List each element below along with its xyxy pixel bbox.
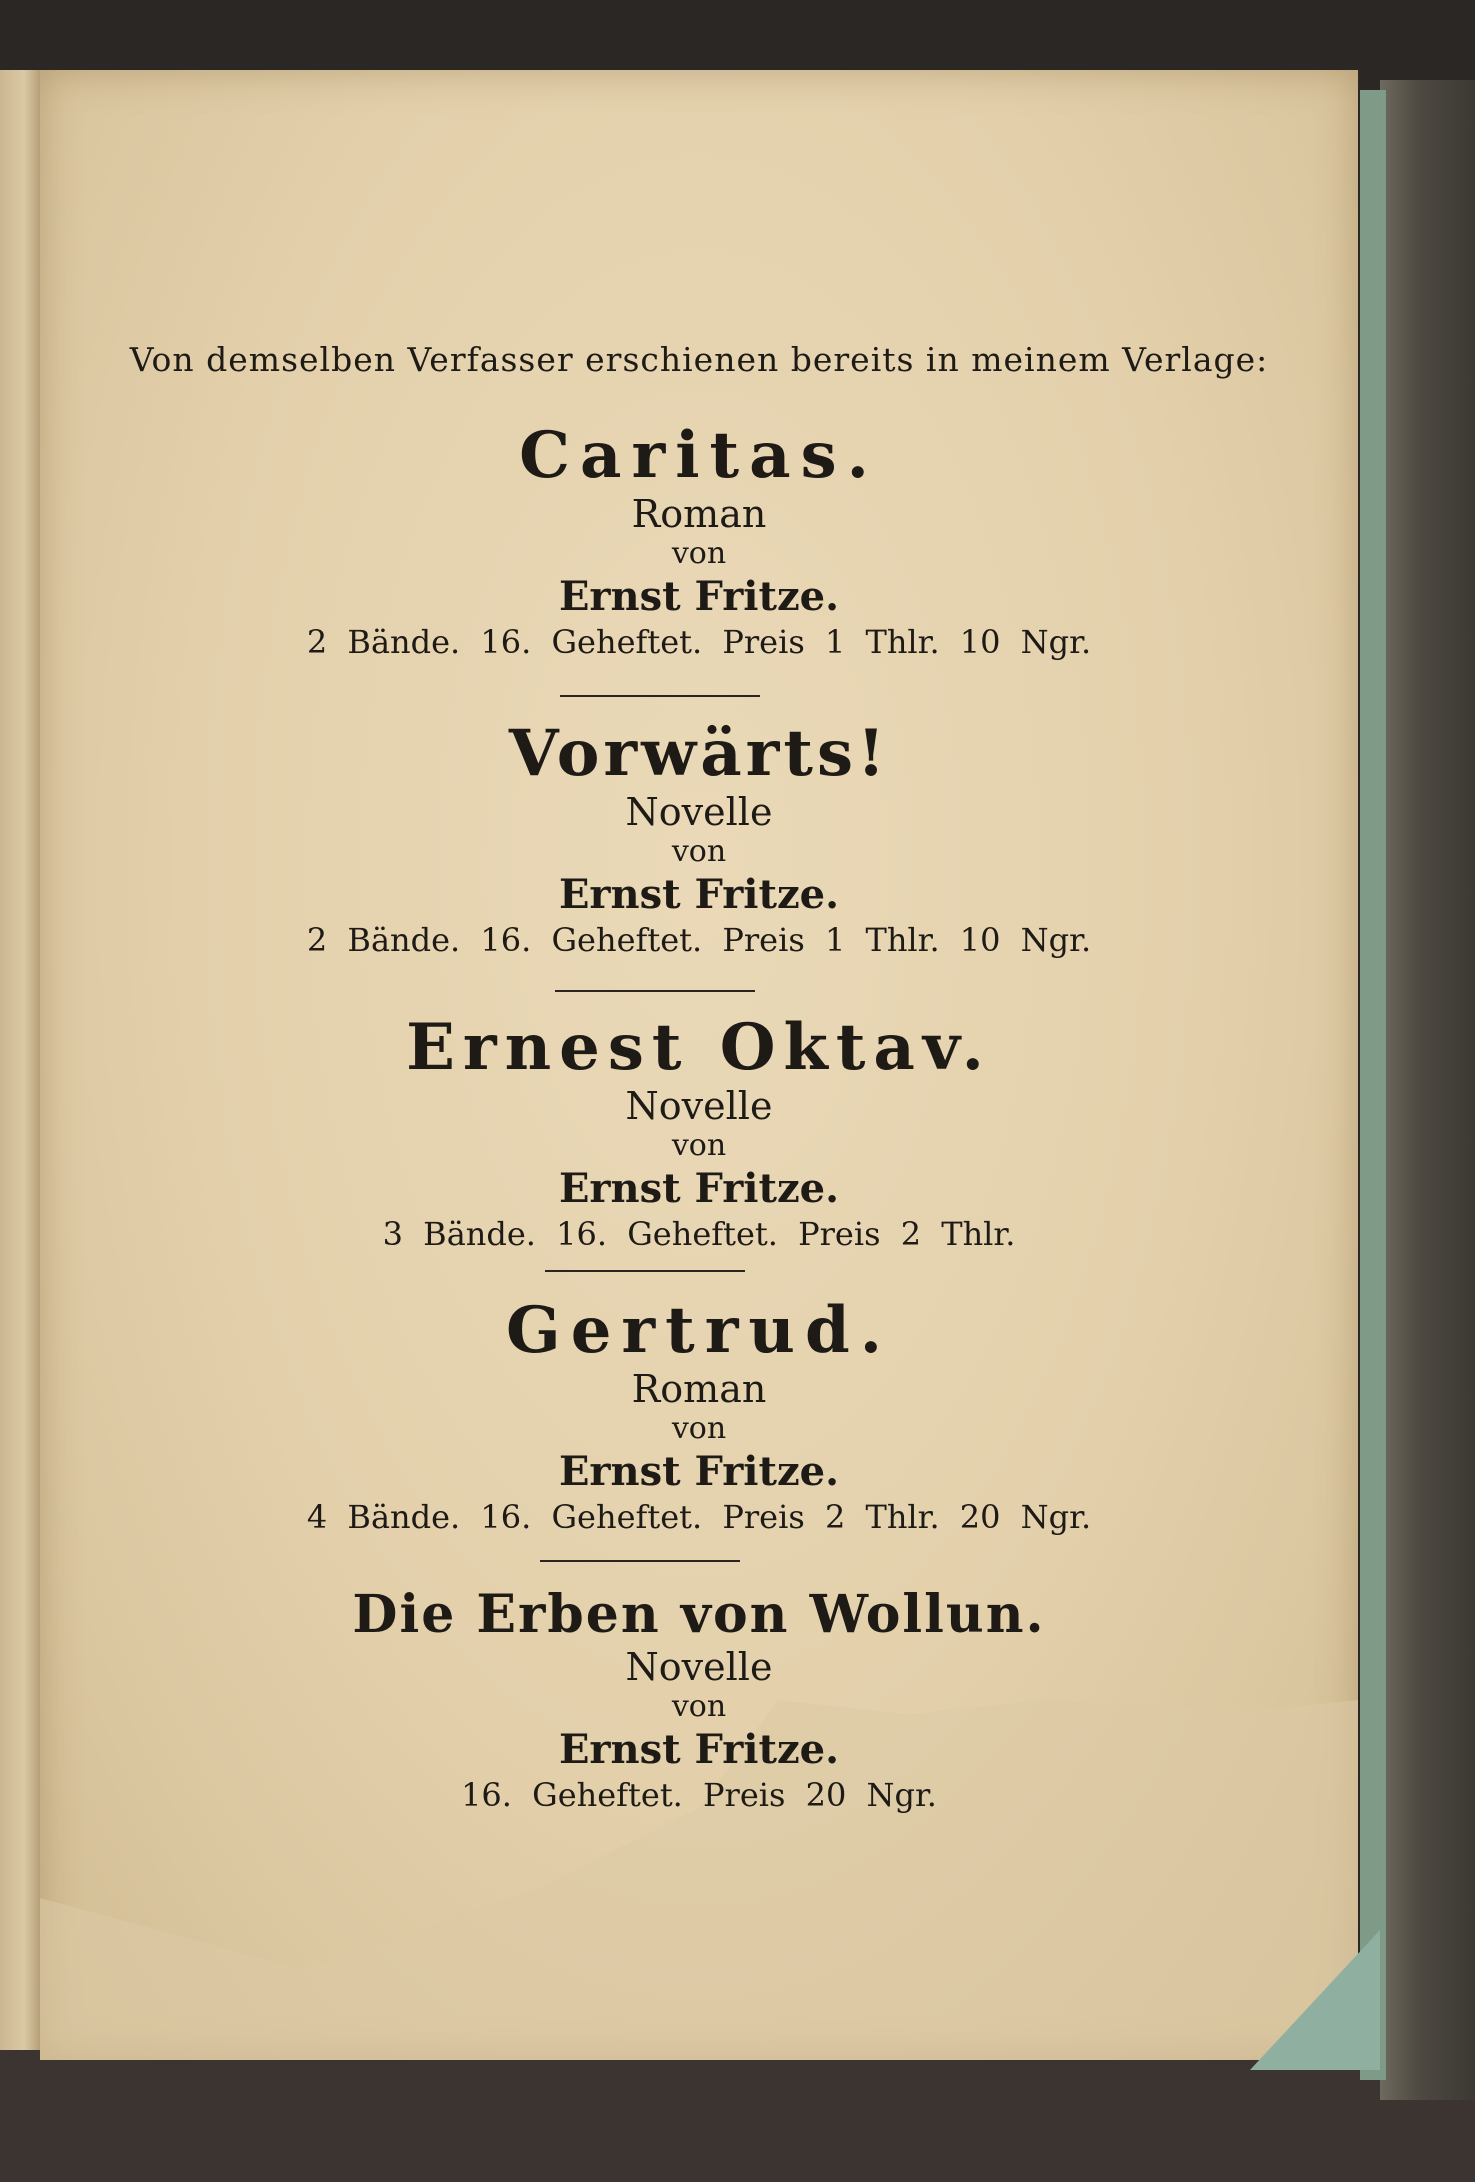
book-entry-die-erben-von-wollun [40,1585,1358,1815]
book-author: Ernst Fritze. [558,1726,840,1773]
book-genre: Novelle [625,1645,773,1689]
book-von: von [671,1128,727,1163]
book-details: 2 Bände. 16. Geheftet. Preis 1 Thlr. 10 Ngr. [306,623,1092,661]
book-von: von [671,1411,727,1446]
book-von: von [671,834,727,869]
book-genre: Roman [631,492,767,536]
divider [540,1560,740,1562]
book-details: 2 Bände. 16. Geheftet. Preis 1 Thlr. 10 Ngr. [306,921,1092,959]
book-von: von [671,1689,727,1724]
facing-page-edge [0,70,40,2050]
book-title: Ernest Oktav. [406,1010,992,1085]
page-content [40,0,1358,2182]
book-spine [1380,80,1475,2100]
book-title: Die Erben von Wollun. [352,1584,1046,1645]
book-entry-gertrud [40,1295,1358,1537]
book-details: 4 Bände. 16. Geheftet. Preis 2 Thlr. 20 Ngr. [306,1498,1092,1536]
book-title: Caritas. [519,418,879,493]
book-author: Ernst Fritze. [558,573,840,620]
book-von: von [671,536,727,571]
book-title: Gertrud. [506,1293,892,1368]
book-author: Ernst Fritze. [558,1165,840,1212]
book-title: Vorwärts! [508,716,890,791]
divider [545,1270,745,1272]
book-entry-caritas [40,420,1358,662]
book-entry-ernest-oktav [40,1012,1358,1254]
book-details: 16. Geheftet. Preis 20 Ngr. [461,1776,937,1814]
page-edge-green [1360,90,1386,2080]
book-details: 3 Bände. 16. Geheftet. Preis 2 Thlr. [382,1215,1016,1253]
book-entry-vorwaerts [40,718,1358,960]
book-author: Ernst Fritze. [558,871,840,918]
book-genre: Novelle [625,790,773,834]
book-genre: Novelle [625,1084,773,1128]
divider [555,990,755,992]
publisher-note: Von demselben Verfasser erschienen bereits in meinem Verlage: [129,340,1269,379]
book-genre: Roman [631,1367,767,1411]
book-author: Ernst Fritze. [558,1448,840,1495]
divider [560,695,760,697]
